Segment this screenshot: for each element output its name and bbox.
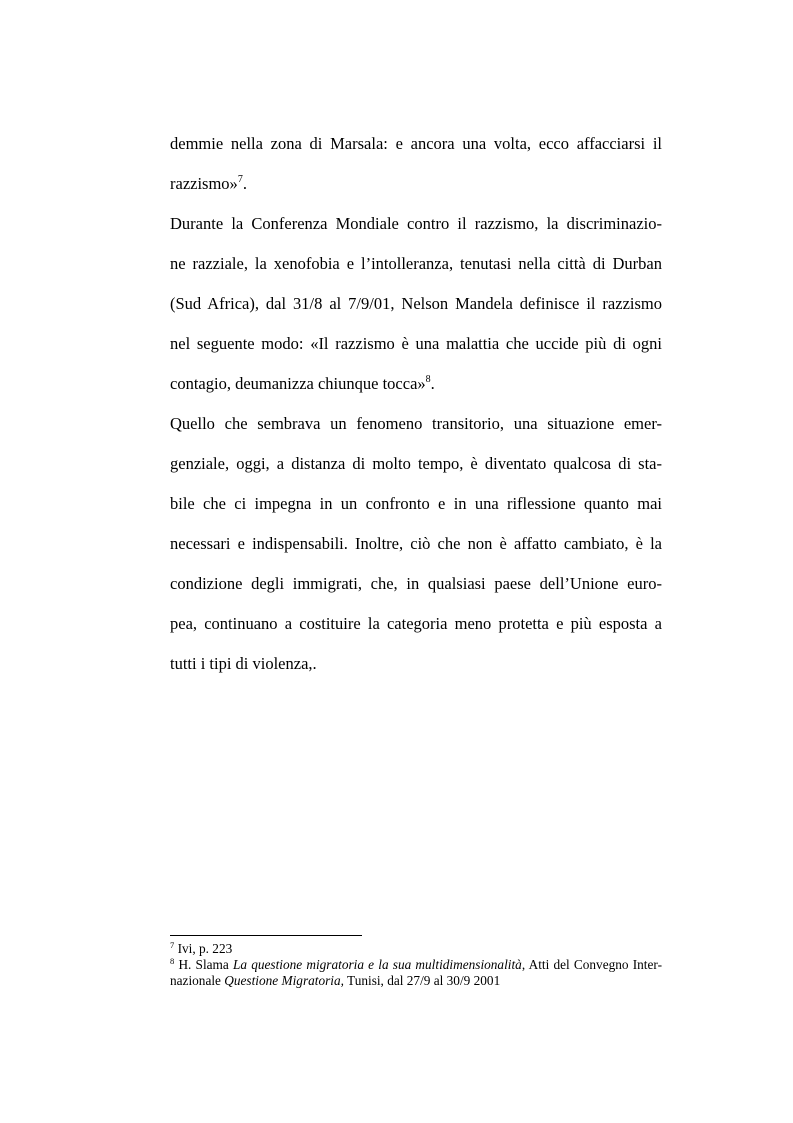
text-line: Quello che sembrava un fenomeno transitorio, una situazione emer- xyxy=(170,414,662,433)
text-fragment: contagio, deumanizza chiunque tocca» xyxy=(170,374,426,393)
text-fragment: . xyxy=(242,174,247,193)
text-fragment: . xyxy=(430,374,435,393)
footnote-8 xyxy=(170,957,662,973)
text-fragment: razzismo» xyxy=(170,174,238,193)
text-line xyxy=(170,164,662,204)
text-line: pea, continuano a costituire la categoria meno protetta e più esposta a xyxy=(170,614,662,633)
text-line: nel seguente modo: «Il razzismo è una malattia che uccide più di ogni xyxy=(170,334,662,353)
footnotes xyxy=(170,941,662,989)
text-line xyxy=(170,364,662,404)
text-line: demmie nella zona di Marsala: e ancora una volta, ecco affacciarsi il xyxy=(170,134,662,153)
text-line: necessari e indispensabili. Inoltre, ciò che non è affatto cambiato, è la xyxy=(170,534,662,553)
footnote-7 xyxy=(170,941,662,957)
footnote-number: 8 xyxy=(170,956,175,966)
footnote-text: nazionale xyxy=(170,973,221,988)
text-line: tutti i tipi di violenza,. xyxy=(170,654,317,673)
footnote-ref[interactable]: 7 xyxy=(237,174,243,185)
body-text xyxy=(170,124,662,684)
footnote-text: Ivi, p. 223 xyxy=(177,941,233,956)
footnote-author: H. Slama xyxy=(178,957,229,972)
text-line: condizione degli immigrati, che, in qualsiasi paese dell’Unione euro- xyxy=(170,574,662,593)
text-line: genziale, oggi, a distanza di molto tempo, è diventato qualcosa di sta- xyxy=(170,454,662,473)
footnote-8-continued xyxy=(170,973,662,989)
footnote-text: Tunisi, dal 27/9 al 30/9 2001 xyxy=(347,973,501,988)
footnote-separator xyxy=(170,935,362,936)
footnote-number: 7 xyxy=(170,940,175,950)
text-line: Durante la Conferenza Mondiale contro il razzismo, la discriminazio- xyxy=(170,214,662,233)
text-line: (Sud Africa), dal 31/8 al 7/9/01, Nelson Mandela definisce il razzismo xyxy=(170,294,662,313)
text-line: ne razziale, la xenofobia e l’intolleranza, tenutasi nella città di Durban xyxy=(170,254,662,273)
footnote-event: Questione Migratoria, xyxy=(224,973,344,988)
footnote-text: , Atti del Convegno Inter- xyxy=(521,957,662,972)
footnote-ref[interactable]: 8 xyxy=(425,374,431,385)
footnote-title: La questione migratoria e la sua multidimensionalità xyxy=(232,957,522,972)
text-line: bile che ci impegna in un confronto e in una riflessione quanto mai xyxy=(170,494,662,513)
